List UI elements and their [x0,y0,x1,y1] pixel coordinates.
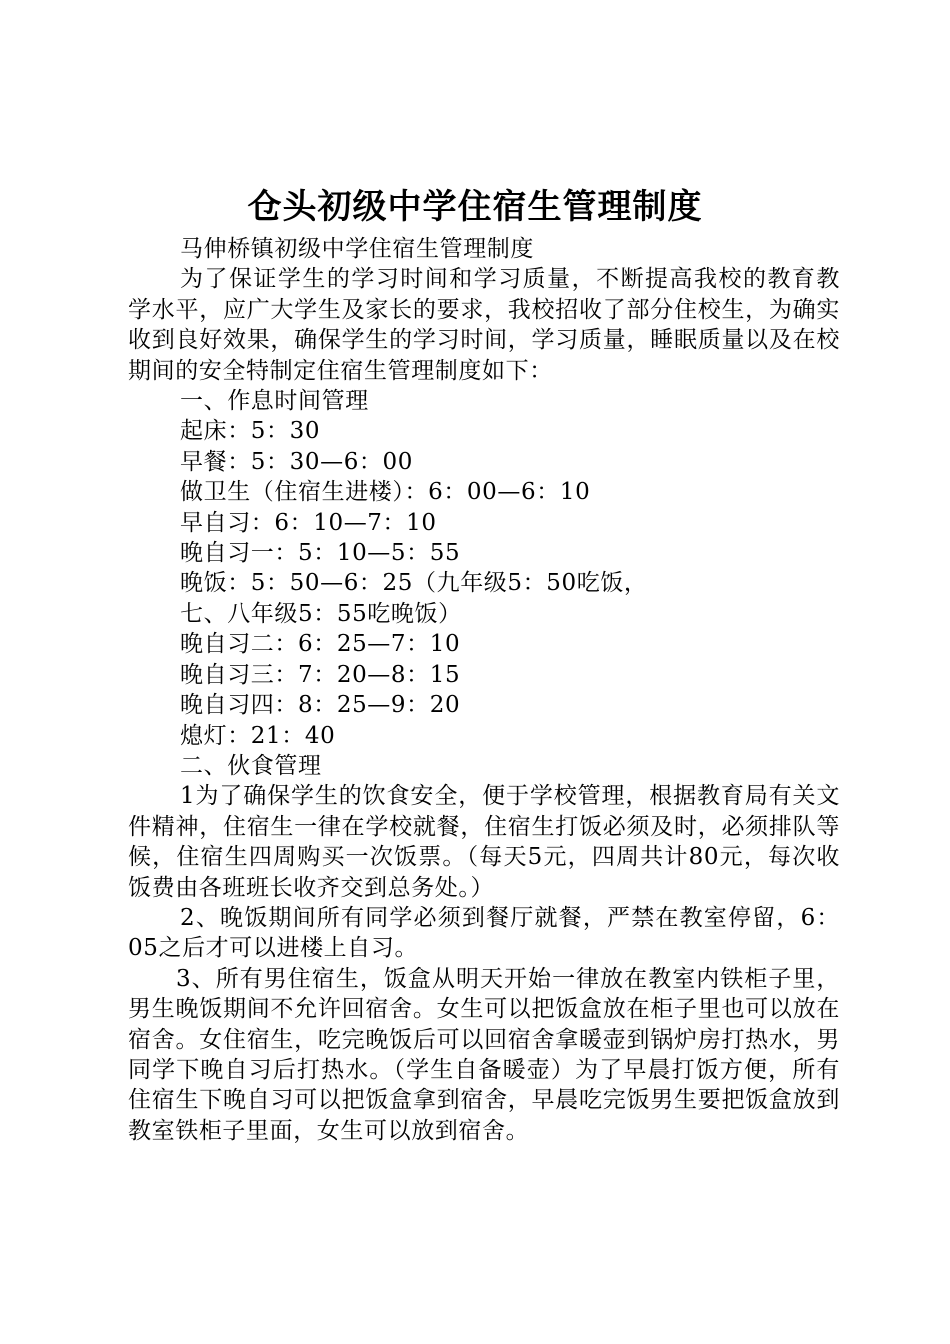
meals-paragraph-2: 2、晚饭期间所有同学必须到餐厅就餐，严禁在教室停留，6：05之后才可以进楼上自习。 [128,904,840,962]
subtitle: 马伸桥镇初级中学住宿生管理制度 [180,236,534,262]
document-title: 仓头初级中学住宿生管理制度 [247,187,703,227]
schedule-item: 早自习：6：10—7：10 [180,509,437,536]
intro-paragraph: 为了保证学生的学习时间和学习质量，不断提高我校的教育教学水平，应广大学生及家长的要求，我校招收了部分住校生，为确实收到良好效果，确保学生的学习时间，学习质量，睡眠质量以及在校期间的安全特制定住宿生管理制度如下： [128,266,840,384]
schedule-item: 做卫生（住宿生进楼）：6：00—6：10 [180,479,591,506]
schedule-item: 七、八年级5：55吃晚饭） [180,600,462,627]
meals-paragraph-3: 3、所有男住宿生，饭盒从明天开始一律放在教室内铁柜子里，男生晚饭期间不允许回宿舍。女生可以把饭盒放在柜子里也可以放在宿舍。女住宿生，吃完晚饭后可以回宿舍拿暖壶到锅炉房打热水，男同学下晚自习后打热水。（学生自备暖壶）为了早晨打饭方便，所有住宿生下晚自习可以把饭盒拿到宿舍，早晨吃完饭男生要把饭盒放到教室铁柜子里面，女生可以放到宿舍。 [128,965,840,1144]
schedule-item: 熄灯：21：40 [180,722,336,749]
schedule-item: 早餐：5：30—6：00 [180,448,413,475]
meals-paragraph-1: 1为了确保学生的饮食安全，便于学校管理，根据教育局有关文件精神，住宿生一律在学校就餐，住宿生打饭必须及时，必须排队等候，住宿生四周购买一次饭票。（每天5元，四周共计80元，每次收饭费由各班班长收齐交到总务处。） [128,783,840,901]
schedule-item: 晚自习二：6：25—7：10 [180,631,461,658]
schedule-item: 晚自习四：8：25—9：20 [180,692,461,719]
schedule-item: 起床：5：30 [180,418,321,445]
document-body [128,234,840,1146]
section-heading-meals: 二、伙食管理 [180,752,322,779]
schedule-item: 晚饭：5：50—6：25（九年级5：50吃饭， [180,570,648,597]
schedule-item: 晚自习一：5：10—5：55 [180,540,461,567]
schedule-item: 晚自习三：7：20—8：15 [180,661,461,688]
section-heading-schedule: 一、作息时间管理 [180,388,369,415]
